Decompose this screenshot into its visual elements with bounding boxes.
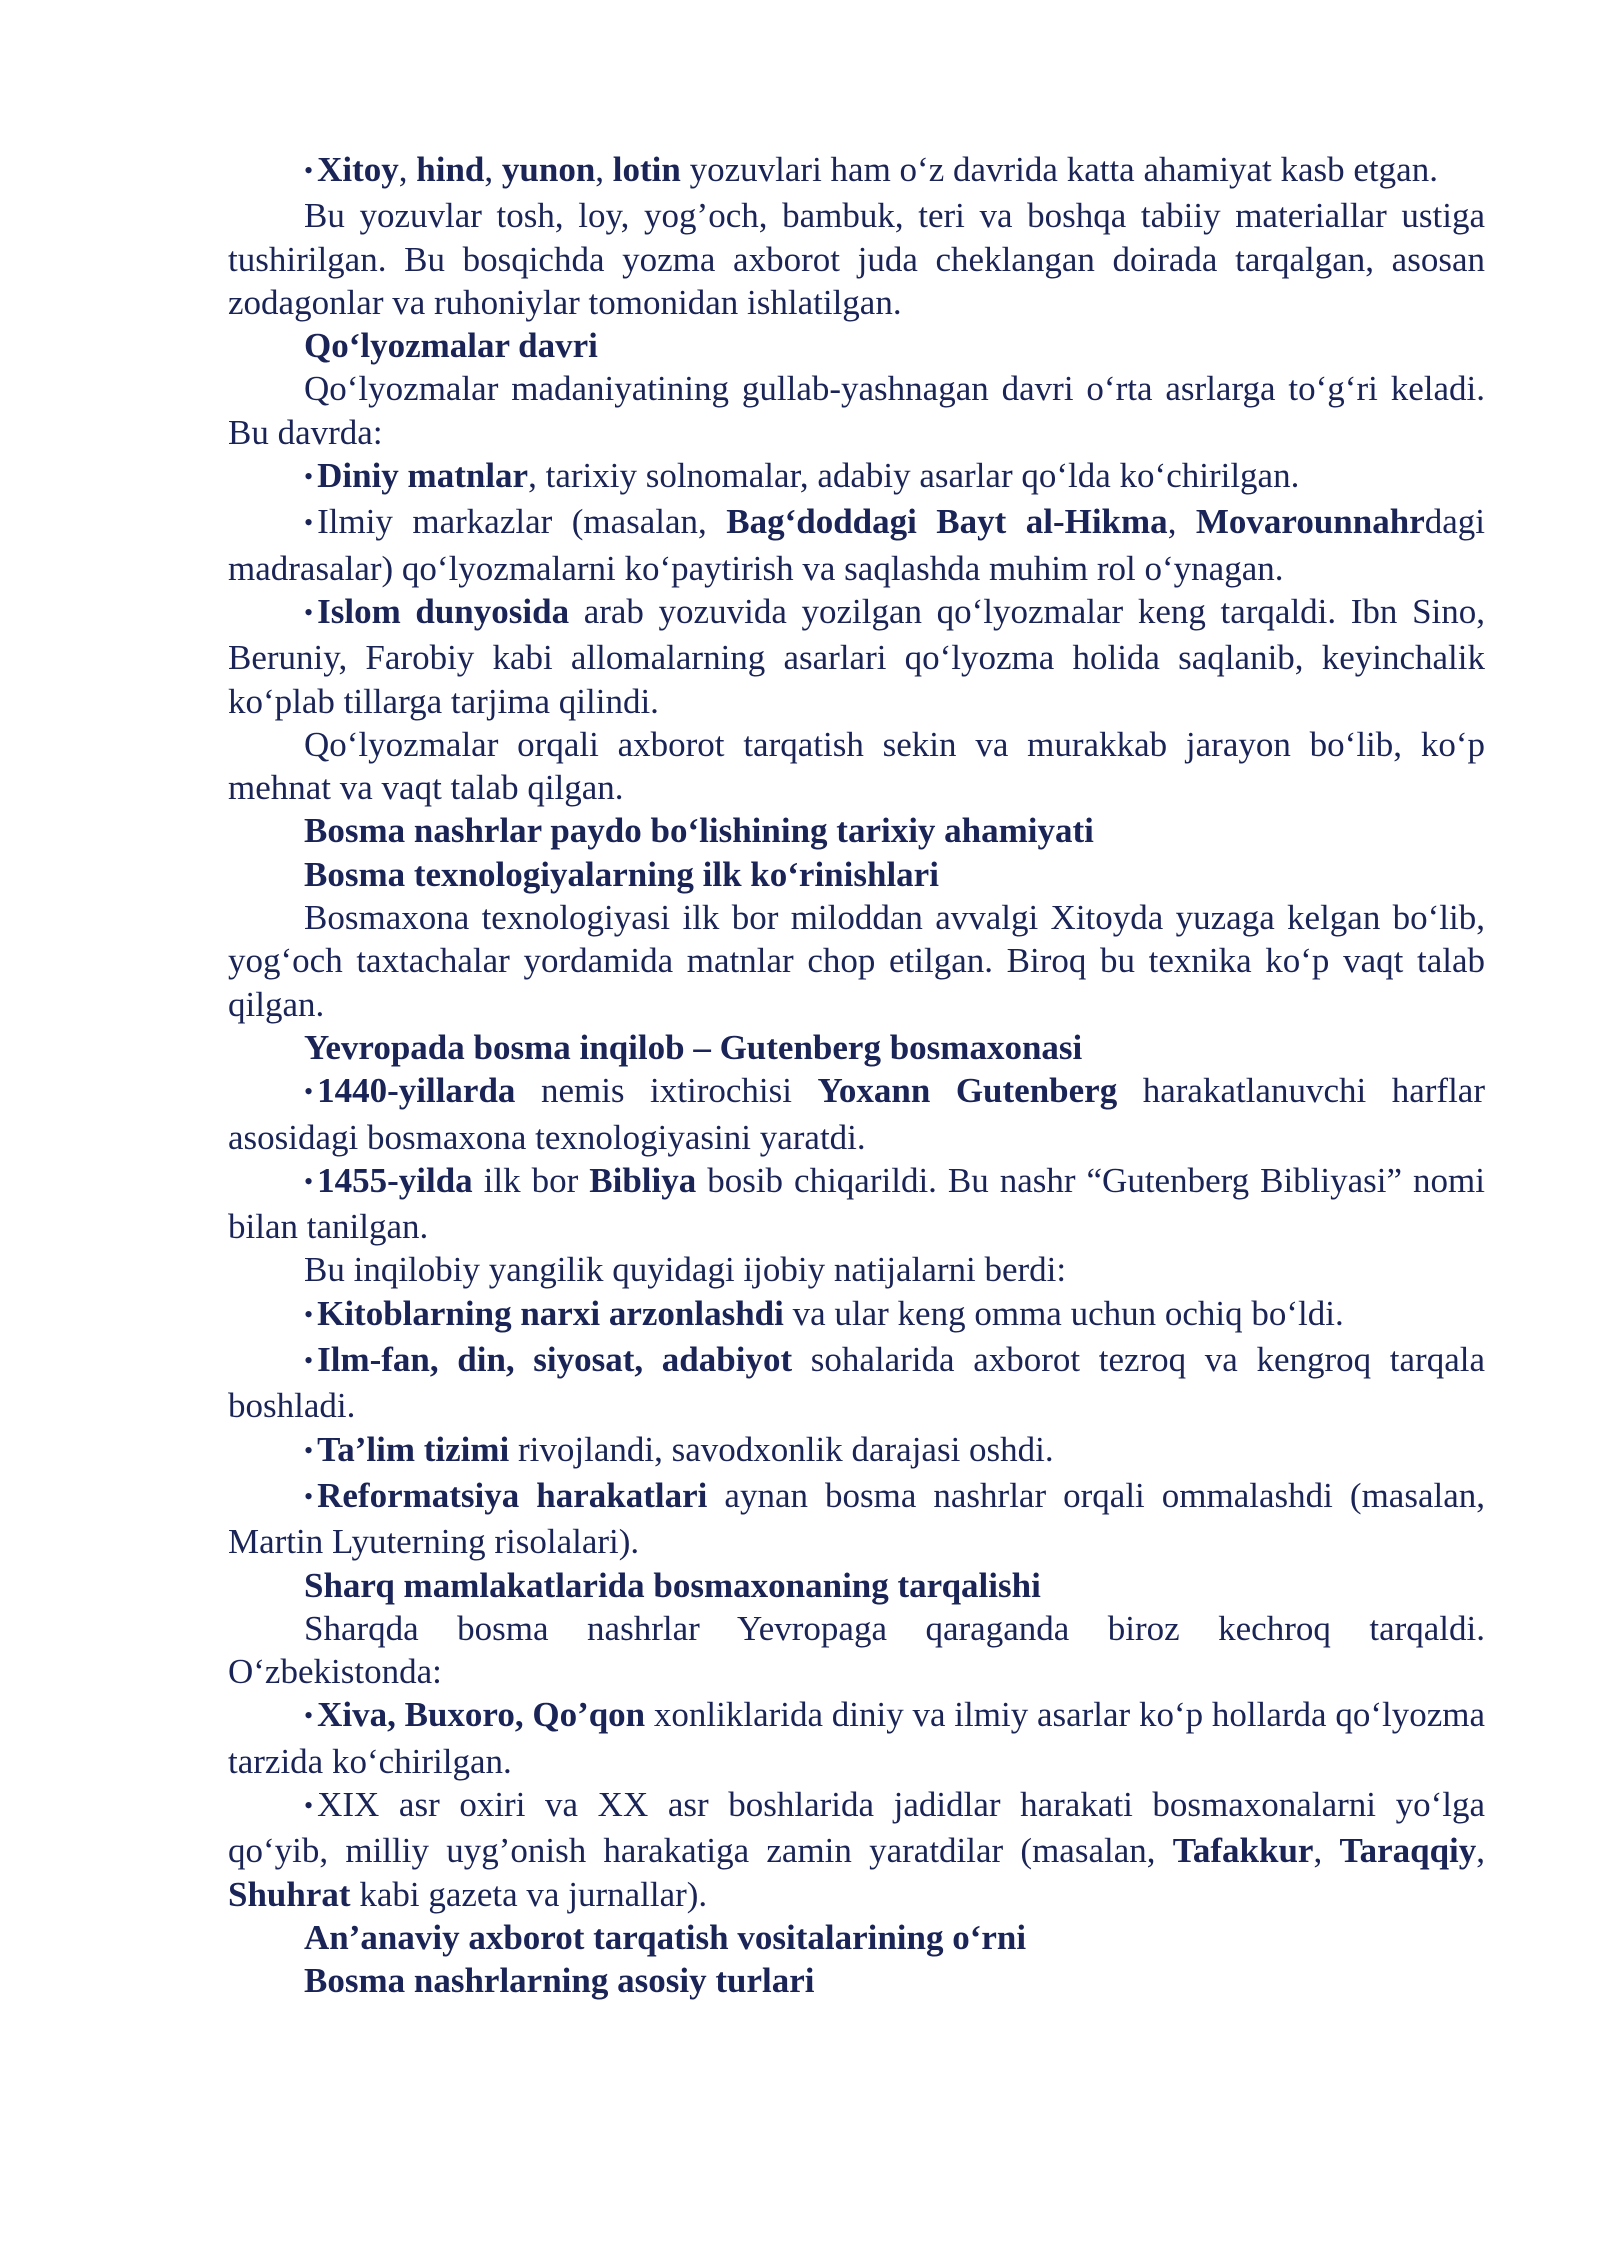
bold-text: Kitoblarning narxi arzonlashdi: [317, 1293, 784, 1333]
text-run: Qo‘lyozmalar orqali axborot tarqatish sekin va murakkab jarayon bo‘lib, ko‘p mehnat va vaqt talab qilgan.: [228, 724, 1485, 808]
text-run: xonliklarida diniy va ilmiy asarlar ko‘p hollarda qo‘lyozma tarzida ko‘chirilgan.: [228, 1695, 1485, 1781]
bullet-icon: •: [304, 1790, 314, 1820]
bullet-icon: •: [304, 1166, 314, 1196]
text-run: nemis ixtirochisi: [515, 1071, 818, 1111]
bullet-paragraph: [228, 454, 1485, 500]
bold-text: yunon: [501, 150, 596, 189]
bullet-icon: •: [304, 1077, 314, 1107]
bold-text: Ilm-fan, din, siyosat, adabiyot: [317, 1340, 793, 1380]
bullet-icon: •: [304, 1299, 314, 1329]
text-run: Qo‘lyozmalar madaniyatining gullab-yashnagan davri o‘rta asrlarga to‘g‘ri keladi. Bu davrda:: [228, 369, 1485, 452]
bullet-paragraph: [228, 1693, 1485, 1783]
text-run: ,: [1313, 1831, 1340, 1871]
bullet-paragraph: [228, 500, 1485, 590]
text-run: Sharqda bosma nashrlar Yevropaga qaraganda biroz kechroq tarqaldi. O‘zbekistonda:: [228, 1608, 1485, 1692]
section-heading: Sharq mamlakatlarida bosmaxonaning tarqalishi: [304, 1565, 1041, 1605]
text-run: arab yozuvida yozilgan qo‘lyozmalar keng tarqaldi. Ibn Sino, Beruniy, Farobiy kabi allomalarning asarlari qo‘lyozma holida saqlanib, keyinchalik ko‘plab tillarga tarjima qilindi.: [228, 591, 1486, 721]
bold-text: Ta’lim tizimi: [317, 1429, 510, 1469]
text-run: Ilmiy markazlar (masalan,: [317, 502, 727, 542]
text-run: ilk bor: [472, 1160, 590, 1200]
text-run: yozuvlari ham o‘z davrida katta ahamiyat kasb etgan.: [680, 150, 1438, 189]
text-run: sohalarida axborot tezroq va kengroq tarqala boshladi.: [228, 1340, 1485, 1426]
bold-text: hind: [416, 150, 485, 189]
bold-text: Shuhrat: [228, 1874, 351, 1914]
bullet-paragraph: [228, 148, 1485, 194]
bullet-paragraph: [228, 1428, 1485, 1474]
text-run: harakatlanuvchi harflar asosidagi bosmaxona texnologiyasini yaratdi.: [228, 1071, 1485, 1157]
bold-text: Taraqqiy: [1339, 1831, 1477, 1871]
bold-text: Yoxann Gutenberg: [817, 1071, 1118, 1111]
text-run: XIX asr oxiri va XX asr boshlarida jadidlar harakati bosmaxonalarni yo‘lga qo‘yib, milliy uyg’onish harakatiga zamin yaratdilar (masalan,: [228, 1784, 1485, 1871]
paragraph: [228, 896, 1485, 1026]
bold-text: Islom dunyosida: [317, 591, 570, 631]
bold-text: 1440-yillarda: [317, 1071, 516, 1111]
bold-text: lotin: [612, 150, 681, 189]
bullet-icon: •: [304, 597, 314, 627]
section-heading: Bosma nashrlarning asosiy turlari: [304, 1961, 815, 2001]
bullet-icon: •: [304, 1701, 314, 1731]
paragraph: [228, 367, 1485, 454]
section-heading: Bosma nashrlar paydo bo‘lishining tarixiy ahamiyati: [304, 811, 1094, 851]
paragraph: [228, 1248, 1485, 1291]
text-run: Bosmaxona texnologiyasi ilk bor miloddan avvalgi Xitoyda yuzaga kelgan bo‘lib, yog‘och taxtachalar yordamida matnlar chop etilgan. Biroq bu texnika ko‘p vaqt talab qilgan.: [228, 898, 1485, 1024]
text-run: ,: [1476, 1831, 1486, 1871]
section-heading: Qo‘lyozmalar davri: [304, 326, 598, 366]
paragraph: [228, 194, 1485, 324]
bold-text: Bag‘doddagi Bayt al-Hikma: [726, 502, 1168, 542]
bullet-icon: •: [304, 1435, 314, 1465]
text-run: ,: [595, 150, 613, 189]
text-run: bosib chiqarildi. Bu nashr “Gutenberg Bibliyasi” nomi bilan tanilgan.: [228, 1160, 1485, 1247]
bold-text: Tafakkur: [1172, 1831, 1314, 1871]
section-heading: Yevropada bosma inqilob – Gutenberg bosmaxonasi: [304, 1027, 1083, 1067]
text-run: kabi gazeta va jurnallar).: [350, 1874, 708, 1914]
text-run: Bu yozuvlar tosh, loy, yog’och, bambuk, teri va boshqa tabiiy materiallar ustiga tushirilgan. Bu bosqichda yozma axborot juda cheklangan doirada tarqalgan, asosan zodagonlar va ruhoniylar tomonidan ishlatilgan.: [228, 196, 1485, 322]
bullet-icon: •: [304, 508, 314, 538]
bold-text: Reformatsiya harakatlari: [317, 1475, 708, 1515]
paragraph: [228, 723, 1485, 810]
section-heading: Bosma texnologiyalarning ilk ko‘rinishlari: [304, 854, 939, 894]
text-run: rivojlandi, savodxonlik darajasi oshdi.: [509, 1429, 1054, 1469]
bold-text: Diniy matnlar: [317, 456, 529, 496]
bullet-icon: •: [304, 462, 314, 492]
text-run: va ular keng omma uchun ochiq bo‘ldi.: [783, 1293, 1344, 1333]
bullet-paragraph: [228, 590, 1485, 723]
bold-text: Xitoy: [317, 150, 399, 189]
text-run: , tarixiy solnomalar, adabiy asarlar qo‘lda ko‘chirilgan.: [528, 456, 1300, 496]
text-run: aynan bosma nashrlar orqali ommalashdi (masalan, Martin Lyuterning risolalari).: [228, 1475, 1485, 1562]
bullet-paragraph: [228, 1292, 1485, 1338]
text-run: ,: [1167, 502, 1196, 542]
bullet-icon: •: [304, 156, 314, 185]
bullet-icon: •: [304, 1346, 314, 1376]
bullet-paragraph: [228, 1338, 1485, 1428]
bullet-paragraph: [228, 1474, 1485, 1564]
paragraph: [228, 1607, 1485, 1694]
bold-text: Xiva, Buxoro, Qo’qon: [317, 1695, 646, 1735]
text-run: ,: [484, 150, 502, 189]
text-run: dagi madrasalar) qo‘lyozmalarni ko‘paytirish va saqlashda muhim rol o‘ynagan.: [228, 502, 1485, 588]
bullet-paragraph: [228, 1159, 1485, 1249]
bullet-icon: •: [304, 1481, 314, 1511]
bold-text: Bibliya: [589, 1160, 697, 1200]
text-run: Bu inqilobiy yangilik quyidagi ijobiy natijalarni berdi:: [304, 1250, 1067, 1290]
bullet-paragraph: [228, 1069, 1485, 1159]
text-run: ,: [398, 150, 417, 189]
bold-text: 1455-yilda: [317, 1160, 473, 1200]
section-heading: An’anaviy axborot tarqatish vositalarining o‘rni: [304, 1917, 1027, 1957]
bullet-paragraph: [228, 1783, 1485, 1916]
bold-text: Movarounnahr: [1195, 502, 1425, 542]
